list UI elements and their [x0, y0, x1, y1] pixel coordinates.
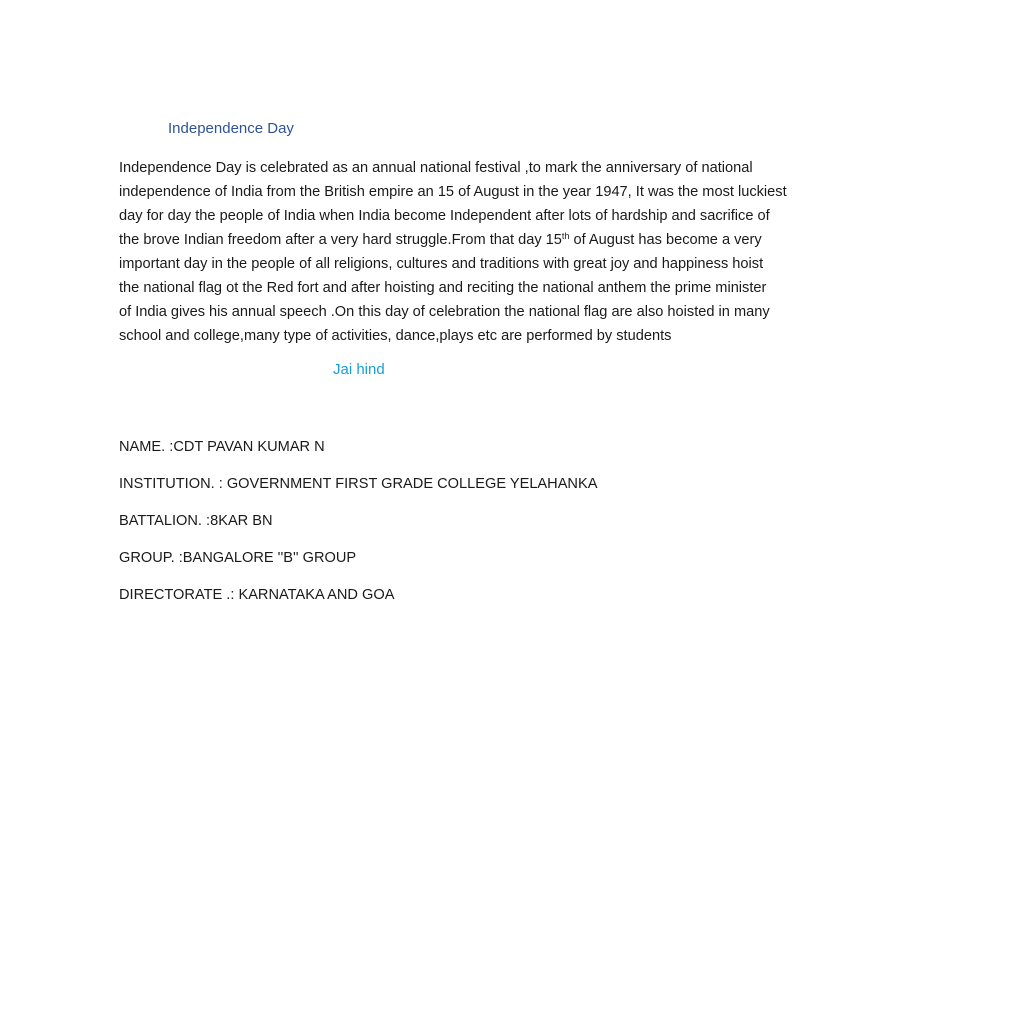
detail-name: NAME. :CDT PAVAN KUMAR N: [119, 439, 325, 455]
paragraph-line-4: [119, 228, 895, 252]
paragraph-line-5: important day in the people of all religions, cultures and traditions with great joy and happiness hoist: [119, 256, 764, 272]
paragraph-line-4-end: of August has become a very: [569, 232, 762, 248]
paragraph-line-8: school and college,many type of activities, dance,plays etc are performed by students: [119, 328, 672, 344]
paragraph-line-6: the national flag ot the Red fort and after hoisting and reciting the national anthem the prime minister: [119, 280, 767, 296]
author-details: [119, 436, 597, 621]
body-paragraph: [119, 156, 895, 348]
ordinal-superscript: th: [561, 231, 570, 241]
detail-directorate: DIRECTORATE .: KARNATAKA AND GOA: [119, 587, 395, 603]
document-title: Independence Day: [168, 120, 294, 137]
paragraph-line-3: day for day the people of India when India become Independent after lots of hardship and sacrifice of: [119, 208, 770, 224]
paragraph-line-2: independence of India from the British empire an 15 of August in the year 1947, It was the most luckiest: [119, 184, 787, 200]
closing-salutation: Jai hind: [333, 361, 385, 378]
paragraph-line-7: of India gives his annual speech .On this day of celebration the national flag are also hoisted in many: [119, 304, 770, 320]
detail-battalion: BATTALION. :8KAR BN: [119, 513, 273, 529]
detail-group: GROUP. :BANGALORE ''B'' GROUP: [119, 550, 357, 566]
paragraph-line-4-start: the brove Indian freedom after a very hard struggle.From that day 15: [119, 232, 562, 248]
detail-institution: INSTITUTION. : GOVERNMENT FIRST GRADE COLLEGE YELAHANKA: [119, 476, 598, 492]
paragraph-line-1: Independence Day is celebrated as an annual national festival ,to mark the anniversary of national: [119, 160, 753, 176]
